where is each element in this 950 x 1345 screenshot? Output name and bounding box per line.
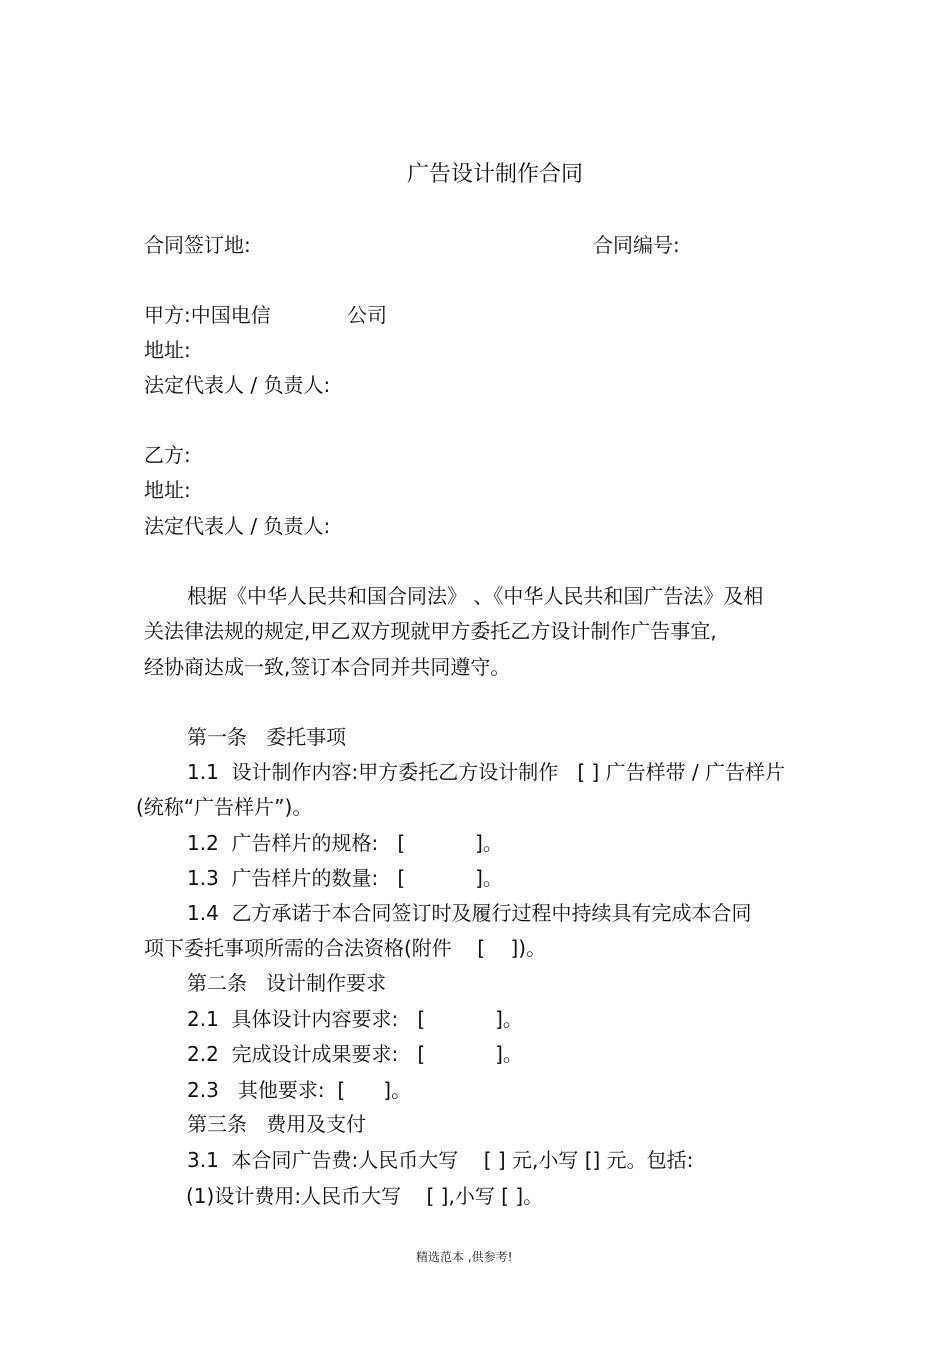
clause-line: 1.2 广告样片的规格: [ ]。 xyxy=(187,831,503,855)
party-a-address: 地址: xyxy=(144,338,191,362)
page-footer: 精选范本 ,供参考! xyxy=(416,1250,513,1264)
document-title: 广告设计制作合同 xyxy=(407,162,584,187)
clause-line: 2.3 其他要求: [ ]。 xyxy=(187,1078,412,1102)
party-b-representative: 法定代表人 / 负责人: xyxy=(144,514,331,538)
clause-line: 1.3 广告样片的数量: [ ]。 xyxy=(187,866,503,890)
clause-line: 2.1 具体设计内容要求: [ ]。 xyxy=(187,1007,523,1031)
clause-line: 项下委托事项所需的合法资格(附件 [ ])。 xyxy=(144,936,547,960)
party-b-name: 乙方: xyxy=(144,443,191,467)
contract-number-label: 合同编号: xyxy=(593,233,680,257)
intro-line: 经协商达成一致,签订本合同并共同遵守。 xyxy=(144,655,511,679)
clause-line: 3.1 本合同广告费:人民币大写 [ ] 元,小写 [] 元。包括: xyxy=(187,1148,694,1172)
clause-line: (1)设计费用:人民币大写 [ ],小写 [ ]。 xyxy=(186,1184,544,1208)
clause-heading: 第一条 委托事项 xyxy=(187,725,347,749)
intro-line: 关法律法规的规定,甲乙双方现就甲方委托乙方设计制作广告事宜, xyxy=(144,619,717,643)
clause-heading: 第二条 设计制作要求 xyxy=(187,971,387,995)
party-a-representative: 法定代表人 / 负责人: xyxy=(144,373,331,397)
clause-line: (统称“广告样片”)。 xyxy=(136,795,313,819)
clause-line: 2.2 完成设计成果要求: [ ]。 xyxy=(187,1042,523,1066)
clause-heading: 第三条 费用及支付 xyxy=(187,1112,367,1136)
party-a-name: 甲方:中国电信 公司 xyxy=(144,303,388,327)
clause-line: 1.4 乙方承诺于本合同签订时及履行过程中持续具有完成本合同 xyxy=(187,901,752,925)
clause-line: 1.1 设计制作内容:甲方委托乙方设计制作 [ ] 广告样带 / 广告样片 xyxy=(187,760,786,784)
party-b-address: 地址: xyxy=(144,478,191,502)
contract-place-label: 合同签订地: xyxy=(144,233,251,257)
intro-line: 根据《中华人民共和国合同法》 、《中华人民共和国广告法》及相 xyxy=(187,584,764,608)
